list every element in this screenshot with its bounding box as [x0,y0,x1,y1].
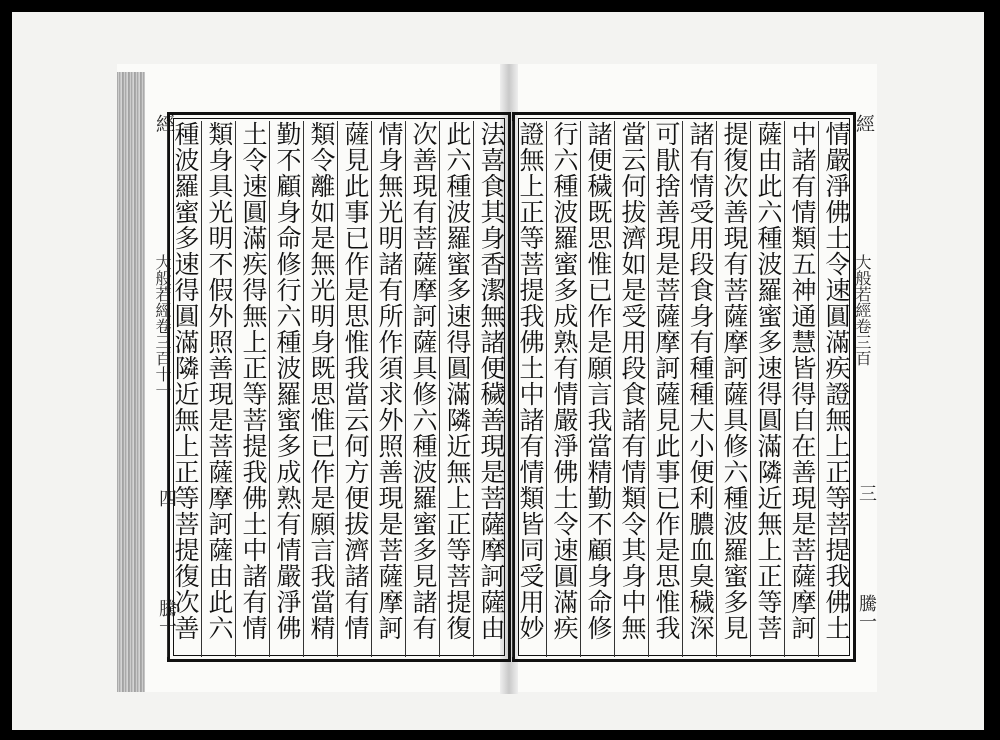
right-folio-mark: 騰一 [856,594,877,630]
text-column: 類令離如是無光明身既思惟已作是願言我當精 [303,121,338,657]
text-column: 此六種波羅蜜多速得圓滿隣近無上正等菩提復 [439,121,474,657]
text-column: 次善現有菩薩摩訶薩具修六種波羅蜜多見諸有 [405,121,440,657]
text-column: 提復次善現有菩薩摩訶薩具修六種波羅蜜多見 [716,121,751,657]
text-column: 行六種波羅蜜多成熟有情嚴淨佛土令速圓滿疾 [546,121,581,657]
text-column: 薩由此六種波羅蜜多速得圓滿隣近無上正等菩 [750,121,785,657]
left-margin-volume: 大般若經卷三百十一 [153,254,172,398]
text-column: 勤不顧身命修行六種波羅蜜多成熟有情嚴淨佛 [269,121,304,657]
book-spine [117,72,145,692]
text-column: 當云何拔濟如是受用段食諸有情類令其身中無 [614,121,649,657]
left-page-number: 四 [156,489,177,507]
scan-background [12,12,984,730]
text-column: 諸有情受用段食身有種種大小便利膿血臭穢深 [682,121,717,657]
text-column: 薩見此事已作是思惟我當云何方便拔濟諸有情 [337,121,372,657]
left-margin-title: 經 [153,114,175,133]
right-margin-title: 經 [853,114,875,133]
right-text-block [512,112,856,662]
text-column: 中諸有情類五神通慧皆得自在善現是菩薩摩訶 [784,121,819,657]
text-column: 情嚴淨佛土令速圓滿疾證無上正等菩提我佛土 [818,121,853,657]
open-book [117,64,877,694]
text-column: 可猒捨善現是菩薩摩訶薩見此事已作是思惟我 [648,121,683,657]
left-folio-mark: 騰一 [156,599,177,635]
right-page-number: 三 [856,484,877,502]
text-column: 種波羅蜜多速得圓滿隣近無上正等菩提復次善 [167,121,202,657]
text-column: 證無上正等菩提我佛土中諸有情類皆同受用妙 [512,121,547,657]
text-column: 法喜食其身香潔無諸便穢善現是菩薩摩訶薩由 [473,121,508,657]
text-column: 諸便穢既思惟已作是願言我當精勤不顧身命修 [580,121,615,657]
left-text-block [167,112,511,662]
text-column: 土令速圓滿疾得無上正等菩提我佛土中諸有情 [235,121,270,657]
right-margin-volume: 大般若經卷三百 [853,254,872,366]
text-column: 情身無光明諸有所作須求外照善現是菩薩摩訶 [371,121,406,657]
text-column: 類身具光明不假外照善現是菩薩摩訶薩由此六 [201,121,236,657]
